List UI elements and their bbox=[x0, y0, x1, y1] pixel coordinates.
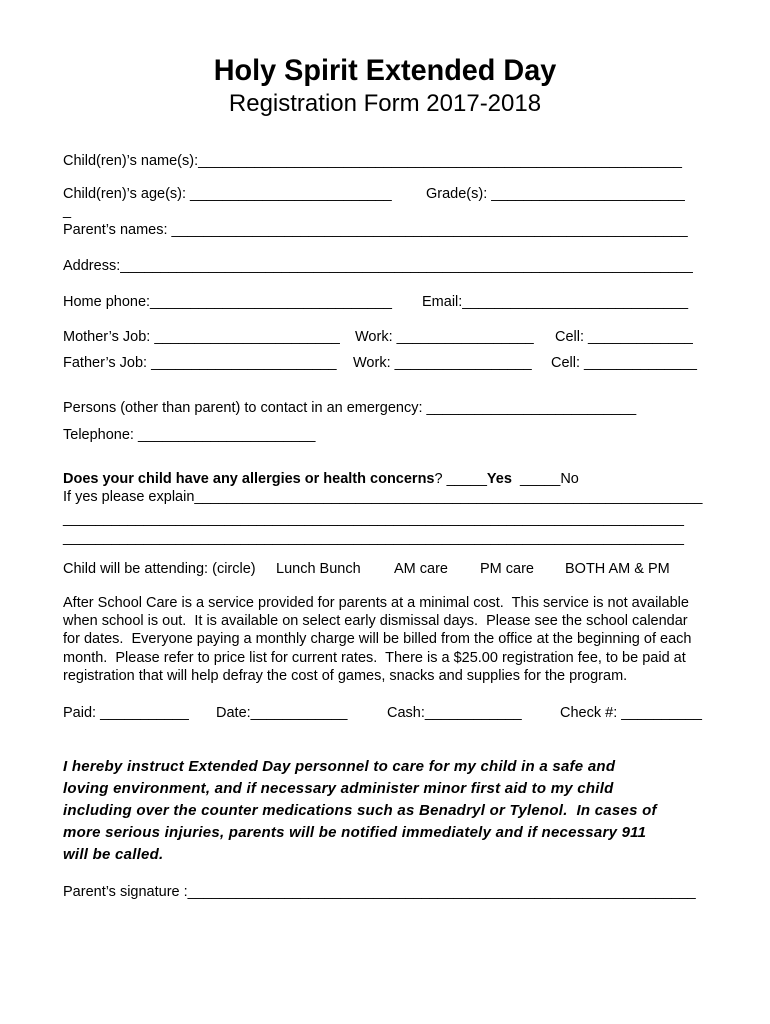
declaration-line: will be called. bbox=[63, 846, 164, 863]
form-title: Holy Spirit Extended Day bbox=[213, 54, 557, 87]
health-question-text: Does your child have any allergies or health concerns bbox=[63, 471, 435, 487]
info-paragraph-line: for dates. Everyone paying a monthly charge will be billed from the office at the beginning of each bbox=[63, 631, 692, 648]
health-question bbox=[63, 470, 579, 488]
consent-declaration bbox=[63, 756, 743, 866]
emergency-contact-field[interactable]: Persons (other than parent) to contact in an emergency: __________________________ bbox=[63, 400, 637, 416]
health-yes-option[interactable]: Yes bbox=[486, 471, 512, 487]
health-no-blank[interactable]: _____ bbox=[511, 471, 561, 487]
form-subtitle: Registration Form 2017-2018 bbox=[228, 90, 542, 117]
info-paragraph-line: when school is out. It is available on select early dismissal days. Please see the school calendar bbox=[63, 613, 688, 630]
info-paragraph bbox=[63, 594, 723, 685]
attendance-option-am-care[interactable]: AM care bbox=[394, 561, 448, 577]
info-paragraph-line: month. Please refer to price list for current rates. There is a $25.00 registration fee, to be paid at bbox=[63, 649, 686, 666]
mothers-job-field[interactable]: Mother’s Job: _______________________ bbox=[63, 329, 340, 345]
health-explain-line-1[interactable]: _____________________________________________________________________________ bbox=[63, 511, 684, 527]
fathers-job-field[interactable]: Father’s Job: _______________________ bbox=[63, 355, 337, 371]
home-phone-field[interactable]: Home phone:______________________________ bbox=[63, 294, 392, 310]
declaration-line: I hereby instruct Extended Day personnel to care for my child in a safe and bbox=[63, 758, 616, 775]
parent-signature-field[interactable]: Parent’s signature :_______________________________________________________________ bbox=[63, 884, 696, 900]
address-field[interactable]: Address:_______________________________________________________________________ bbox=[63, 258, 693, 274]
paid-field[interactable]: Paid: ___________ bbox=[63, 705, 189, 721]
emergency-telephone-field[interactable]: Telephone: ______________________ bbox=[63, 427, 316, 443]
stray-underscore: _ bbox=[63, 203, 72, 219]
declaration-line: loving environment, and if necessary administer minor first aid to my child bbox=[63, 780, 614, 797]
cash-field[interactable]: Cash:____________ bbox=[387, 705, 522, 721]
health-no-option[interactable]: No bbox=[560, 471, 579, 487]
email-field[interactable]: Email:____________________________ bbox=[422, 294, 689, 310]
mothers-cell-field[interactable]: Cell: _____________ bbox=[555, 329, 693, 345]
check-number-field[interactable]: Check #: __________ bbox=[560, 705, 702, 721]
date-field[interactable]: Date:____________ bbox=[216, 705, 348, 721]
attendance-option-pm-care[interactable]: PM care bbox=[480, 561, 534, 577]
info-paragraph-line: After School Care is a service provided for parents at a minimal cost. This service is not available bbox=[63, 595, 689, 611]
children-names-field[interactable]: Child(ren)’s name(s):____________________________________________________________ bbox=[63, 153, 682, 169]
attendance-label: Child will be attending: (circle) bbox=[63, 561, 256, 577]
fathers-work-field[interactable]: Work: _________________ bbox=[353, 355, 532, 371]
children-ages-field[interactable]: Child(ren)’s age(s): _________________________ bbox=[63, 186, 392, 202]
fathers-cell-field[interactable]: Cell: ______________ bbox=[551, 355, 697, 371]
parents-names-field[interactable]: Parent’s names: ________________________________________________________________ bbox=[63, 222, 688, 238]
declaration-line: more serious injuries, parents will be notified immediately and if necessary 911 bbox=[63, 824, 647, 841]
info-paragraph-line: registration that will help defray the cost of games, snacks and supplies for the program. bbox=[63, 667, 628, 684]
attendance-option-lunch-bunch[interactable]: Lunch Bunch bbox=[276, 561, 361, 577]
grades-field[interactable]: Grade(s): ________________________ bbox=[426, 186, 685, 202]
mothers-work-field[interactable]: Work: _________________ bbox=[355, 329, 534, 345]
declaration-line: including over the counter medications such as Benadryl or Tylenol. In cases of bbox=[63, 802, 657, 819]
attendance-option-both[interactable]: BOTH AM & PM bbox=[565, 561, 670, 577]
health-explain-line-2[interactable]: _____________________________________________________________________________ bbox=[63, 530, 684, 546]
health-explain-field[interactable]: If yes please explain_______________________________________________________________ bbox=[63, 489, 703, 505]
health-question-mark[interactable]: ? _____ bbox=[434, 471, 487, 487]
